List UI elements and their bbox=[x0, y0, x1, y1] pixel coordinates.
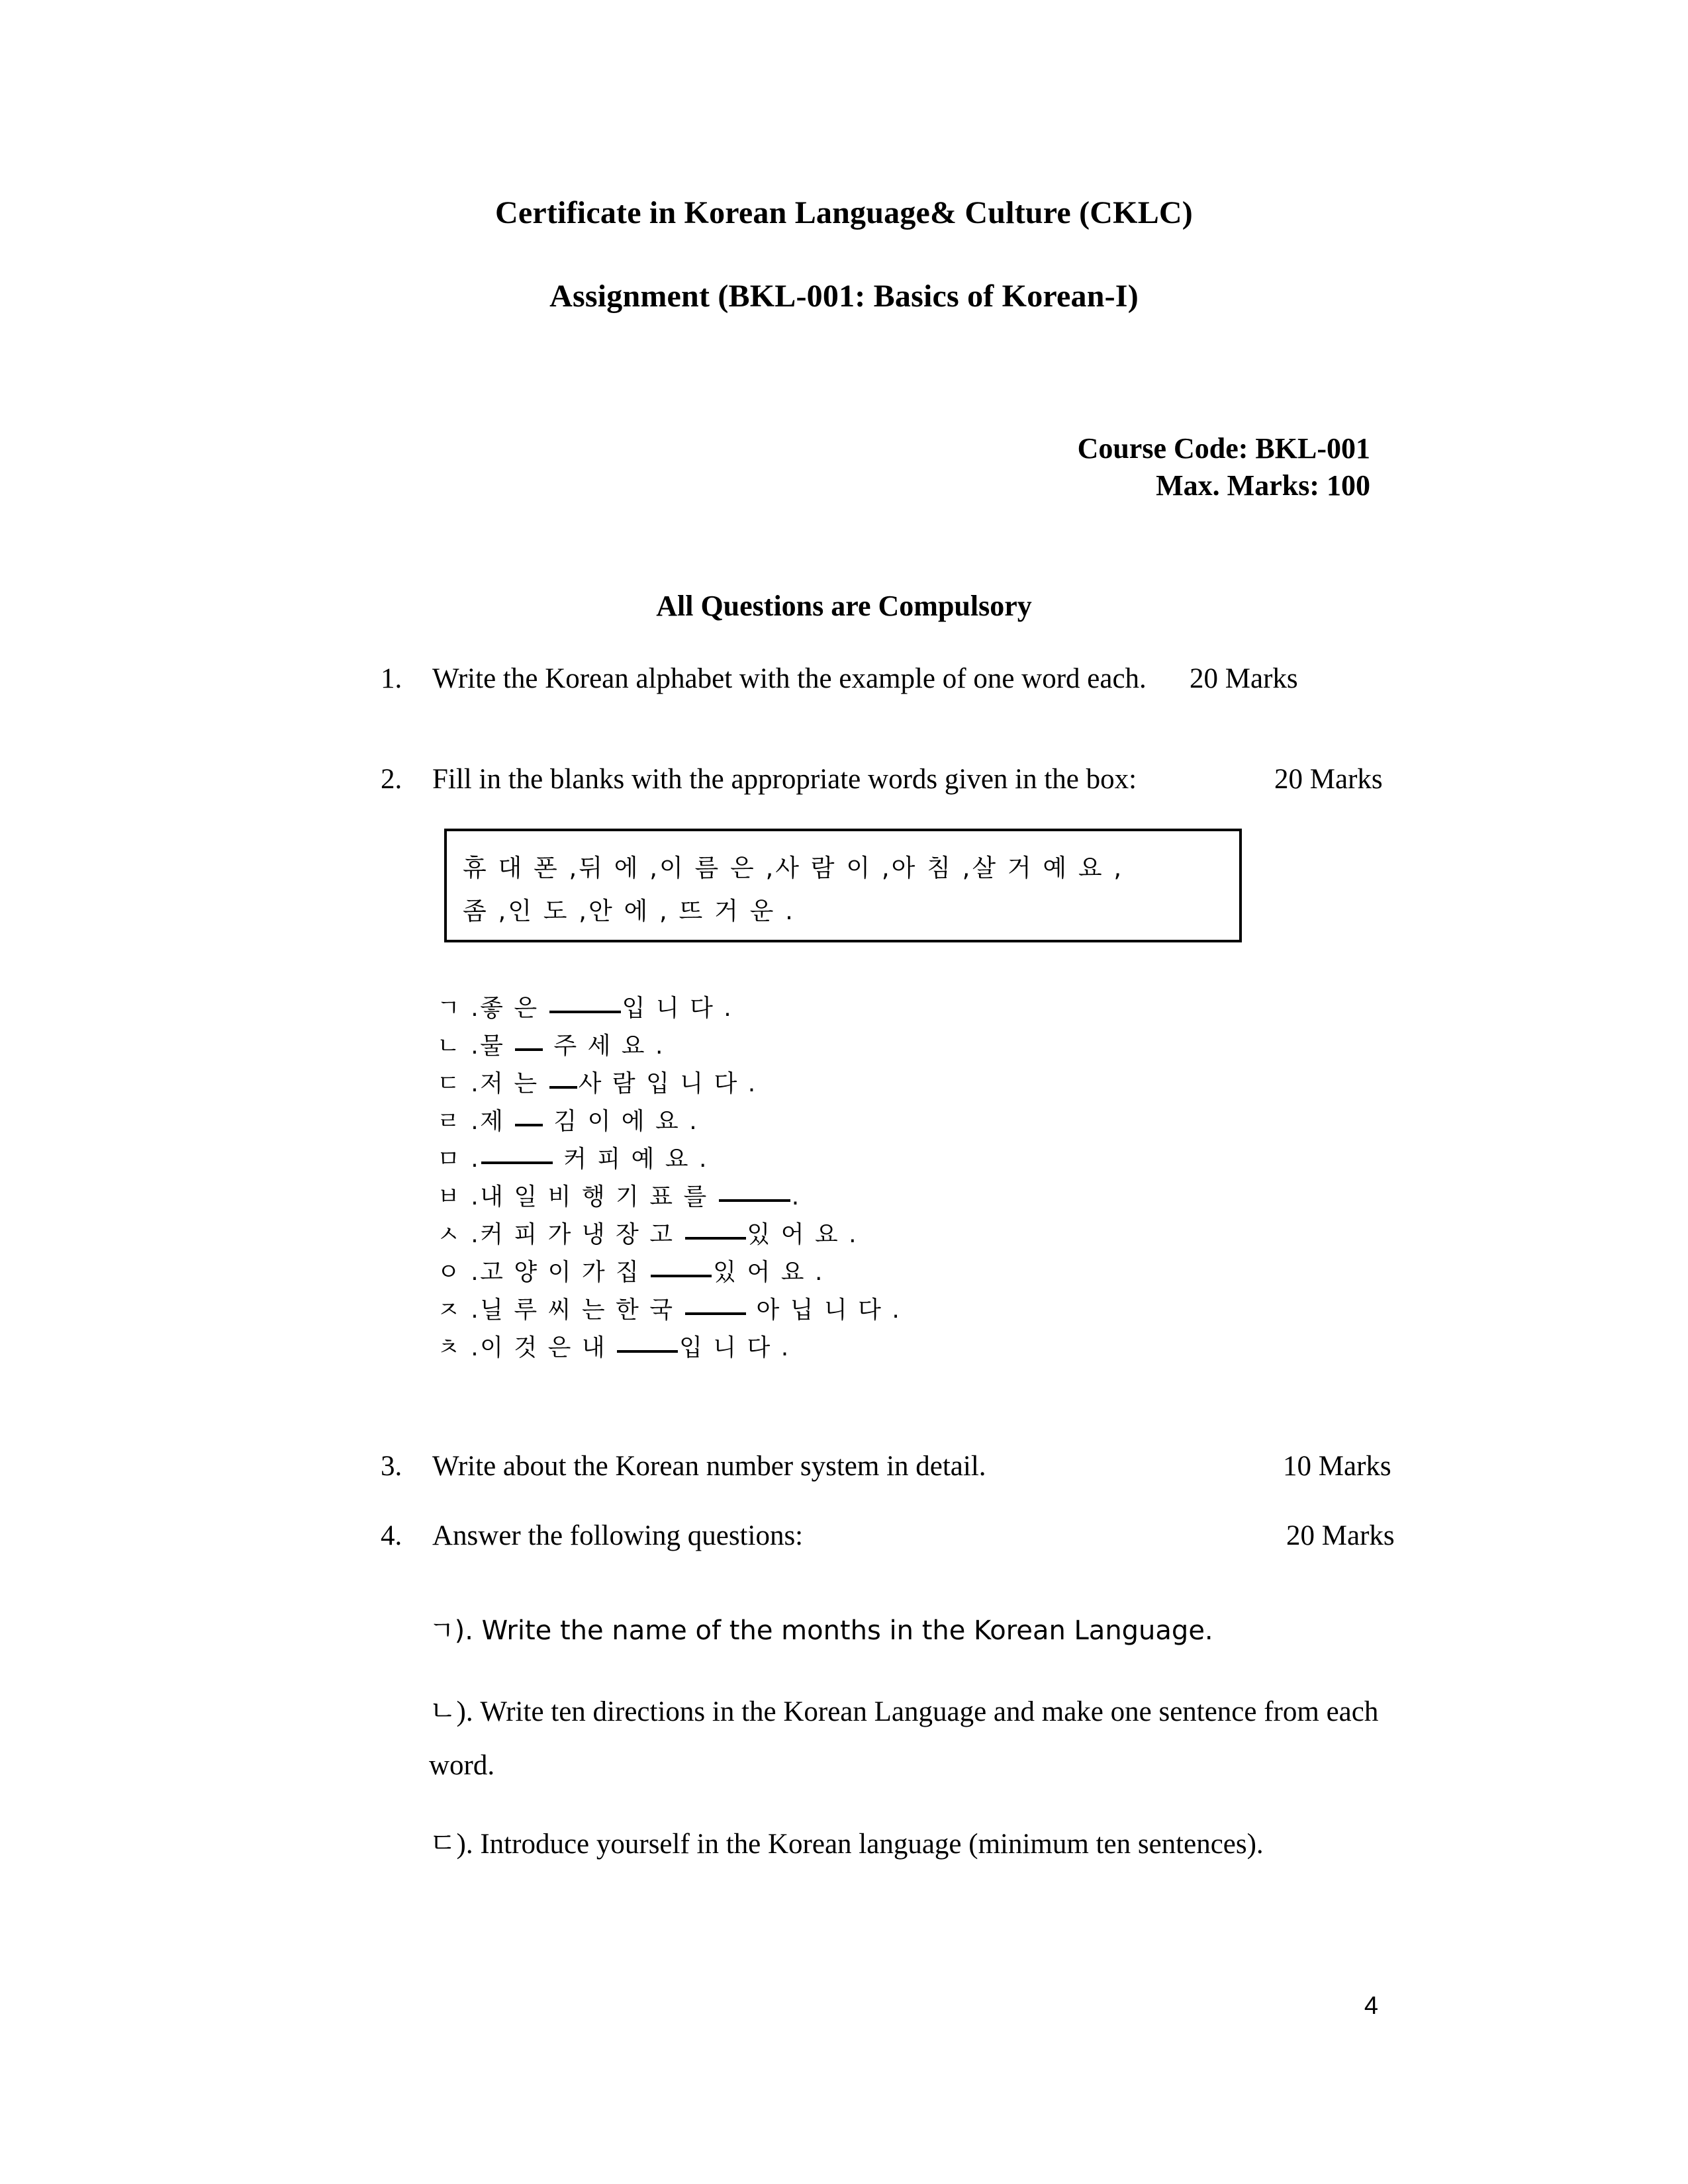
fill-in-item-label: ㅂ . bbox=[437, 1183, 481, 1210]
page-title-assignment: Assignment (BKL-001: Basics of Korean-I) bbox=[549, 279, 1139, 314]
sub-question-c bbox=[429, 1827, 1422, 1862]
fill-in-item-label: ㄷ . bbox=[437, 1070, 481, 1097]
fill-in-blank[interactable] bbox=[481, 1161, 553, 1164]
fill-in-item-text-after: 있 어 요 . bbox=[747, 1221, 859, 1248]
sub-question-b bbox=[429, 1694, 1442, 1784]
page-number: 4 bbox=[1364, 1992, 1378, 2020]
fill-in-item-text-after: . bbox=[791, 1183, 801, 1210]
sub-question-text: ). Introduce yourself in the Korean language (minimum ten sentences). bbox=[456, 1829, 1264, 1860]
question-text: Write the Korean alphabet with the example of one word each. bbox=[432, 663, 1147, 694]
fill-in-item-text-before: 이 것 은 내 bbox=[480, 1334, 616, 1361]
fill-in-item-text-after: 입 니 다 . bbox=[622, 995, 733, 1022]
question-number: 1. bbox=[381, 663, 402, 694]
fill-in-item bbox=[437, 1291, 1297, 1329]
sub-question-text: ). Write ten directions in the Korean Language and make one sentence from each bbox=[456, 1696, 1379, 1727]
sub-question-text: ). Write the name of the months in the Korean Language. bbox=[454, 1615, 1213, 1646]
question-marks: 20 Marks bbox=[1190, 663, 1298, 694]
fill-in-blank[interactable] bbox=[617, 1350, 678, 1353]
fill-in-item-text-after: 사 람 입 니 다 . bbox=[578, 1070, 757, 1097]
sub-question-text-continuation: word. bbox=[429, 1750, 495, 1782]
fill-in-item bbox=[437, 1065, 1297, 1103]
fill-in-blank[interactable] bbox=[685, 1237, 746, 1240]
sub-question-marker: ㄴ bbox=[429, 1695, 457, 1728]
question-marks: 20 Marks bbox=[1274, 764, 1383, 795]
fill-in-item-text-before: 커 피 가 냉 장 고 bbox=[480, 1221, 684, 1248]
word-bank-box bbox=[444, 829, 1242, 942]
fill-in-item-text-before: 내 일 비 행 기 표 를 bbox=[480, 1183, 718, 1210]
fill-in-item bbox=[437, 1216, 1297, 1253]
question-text: Write about the Korean number system in detail. bbox=[432, 1451, 986, 1482]
fill-in-item bbox=[437, 1103, 1297, 1140]
fill-in-item-text-before: 물 bbox=[480, 1032, 514, 1060]
fill-in-item bbox=[437, 1027, 1297, 1065]
fill-in-item-text-before: 제 bbox=[480, 1108, 514, 1135]
sub-question-marker: ㄷ bbox=[429, 1827, 457, 1860]
max-marks-label: Max. Marks: 100 bbox=[1156, 469, 1370, 502]
sub-question-a bbox=[429, 1615, 1422, 1648]
fill-in-item-text-before: 좋 은 bbox=[480, 995, 548, 1022]
question-marks: 20 Marks bbox=[1286, 1520, 1395, 1551]
fill-in-item-label: ㅅ . bbox=[437, 1221, 481, 1248]
fill-in-item-text-after: 있 어 요 . bbox=[713, 1259, 824, 1286]
question-number: 3. bbox=[381, 1451, 402, 1482]
fill-in-item bbox=[437, 989, 1297, 1027]
fill-in-blank[interactable] bbox=[549, 1086, 577, 1089]
fill-in-item bbox=[437, 1329, 1297, 1367]
fill-in-blank[interactable] bbox=[651, 1275, 712, 1277]
word-bank-line: 휴 대 폰 ,뒤 에 ,이 름 은 ,사 람 이 ,아 침 ,살 거 예 요 , bbox=[463, 854, 1124, 882]
question-number: 4. bbox=[381, 1520, 402, 1551]
page-title-program: Certificate in Korean Language& Culture (CKLC) bbox=[495, 195, 1193, 230]
fill-in-item bbox=[437, 1178, 1297, 1216]
course-meta-block bbox=[1078, 430, 1370, 505]
word-bank-line: 좀 ,인 도 ,안 에 , 뜨 거 운 . bbox=[463, 897, 795, 925]
fill-in-item-text-after: 입 니 다 . bbox=[679, 1334, 790, 1361]
question-text: Answer the following questions: bbox=[432, 1520, 804, 1551]
fill-in-item-text-after: 김 이 에 요 . bbox=[544, 1108, 699, 1135]
course-code-label: Course Code: BKL-001 bbox=[1077, 432, 1370, 465]
question-text: Fill in the blanks with the appropriate words given in the box: bbox=[432, 764, 1137, 795]
fill-in-blank[interactable] bbox=[549, 1011, 621, 1013]
fill-in-item bbox=[437, 1140, 1297, 1178]
fill-in-item-text-before: 닐 루 씨 는 한 국 bbox=[480, 1297, 684, 1324]
fill-in-item-label: ㅈ . bbox=[437, 1297, 481, 1324]
fill-in-item-text-after: 아 닙 니 다 . bbox=[747, 1297, 902, 1324]
question-marks: 10 Marks bbox=[1283, 1451, 1391, 1482]
fill-in-blank[interactable] bbox=[685, 1312, 746, 1315]
fill-in-item-text-before: 저 는 bbox=[480, 1070, 548, 1097]
fill-in-item-label: ㄹ . bbox=[437, 1108, 481, 1135]
fill-in-item-text-after: 커 피 예 요 . bbox=[554, 1146, 708, 1173]
sub-question-marker: ㄱ bbox=[429, 1615, 455, 1646]
fill-in-blank[interactable] bbox=[719, 1199, 790, 1202]
fill-in-the-blank-list bbox=[437, 989, 1297, 1367]
fill-in-item-text-before: 고 양 이 가 집 bbox=[480, 1259, 650, 1286]
fill-in-item-label: ㅇ . bbox=[437, 1259, 481, 1286]
fill-in-item bbox=[437, 1253, 1297, 1291]
question-number: 2. bbox=[381, 764, 402, 795]
fill-in-blank[interactable] bbox=[515, 1048, 543, 1051]
fill-in-item-label: ㄴ . bbox=[437, 1032, 481, 1060]
fill-in-item-label: ㅊ . bbox=[437, 1334, 481, 1361]
fill-in-item-label: ㅁ . bbox=[437, 1146, 481, 1173]
fill-in-blank[interactable] bbox=[515, 1124, 543, 1126]
compulsory-note: All Questions are Compulsory bbox=[656, 590, 1032, 622]
fill-in-item-label: ㄱ . bbox=[437, 995, 481, 1022]
fill-in-item-text-after: 주 세 요 . bbox=[544, 1032, 665, 1060]
